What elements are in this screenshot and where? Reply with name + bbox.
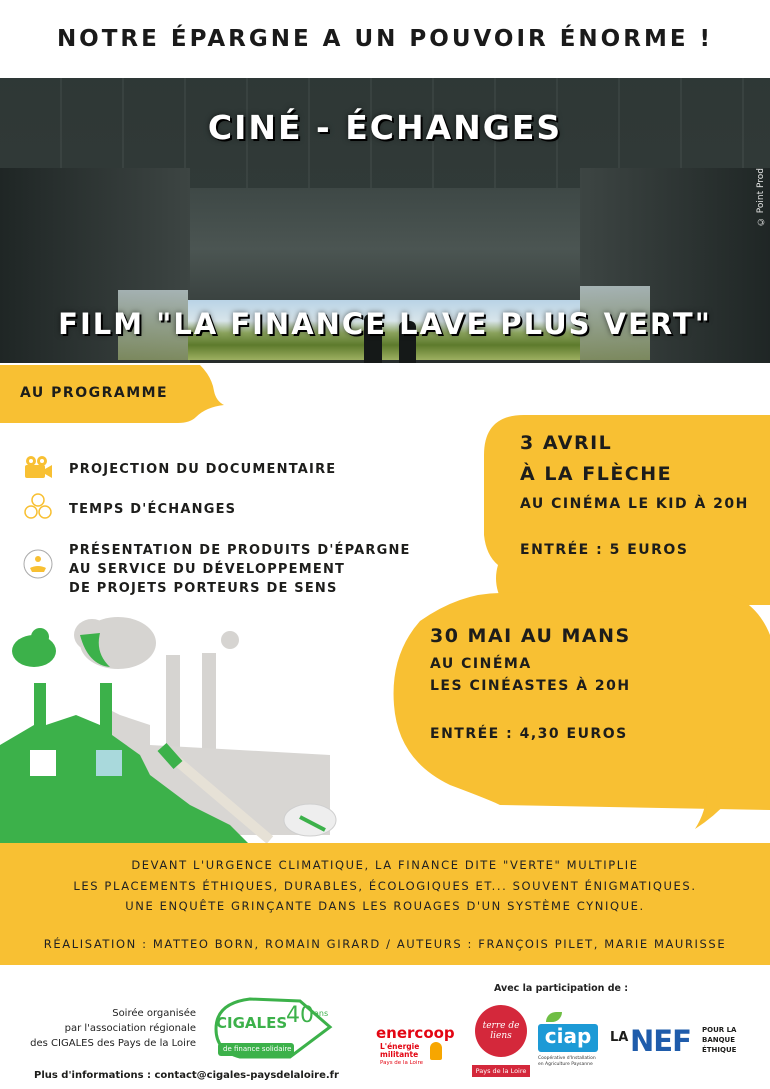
- event1-price: ENTRÉE : 5 EUROS: [520, 542, 689, 558]
- event2-date: 30 MAI AU MANS: [430, 625, 631, 647]
- savings-icon: [22, 548, 54, 580]
- hero-title: CINÉ - ÉCHANGES: [207, 108, 563, 147]
- contact-info: Plus d'informations : contact@cigales-paysdelaloire.fr: [34, 1070, 339, 1081]
- event1-place: À LA FLÈCHE: [520, 463, 673, 485]
- participation-label: Avec la participation de :: [494, 983, 629, 994]
- cigales-logo: CIGALES 40 ans de finance solidaire: [210, 993, 335, 1065]
- factory-illustration: [0, 605, 360, 845]
- credits-line: RÉALISATION : MATTEO BORN, ROMAIN GIRARD / AUTEURS : FRANÇOIS PILET, MARIE MAURISSE: [43, 937, 727, 951]
- program-label: AU PROGRAMME: [20, 385, 169, 401]
- organizer-text: Soirée organisée par l'association régionale des CIGALES des Pays de la Loire: [30, 1008, 196, 1049]
- event2-price: ENTRÉE : 4,30 EUROS: [430, 726, 628, 742]
- description-line: DEVANT L'URGENCE CLIMATIQUE, LA FINANCE DITE "VERTE" MULTIPLIE: [131, 858, 639, 872]
- la-nef-logo: LA NEF POUR LA BANQUE ÉTHIQUE: [610, 1024, 737, 1058]
- ciap-logo: ciap Coopérative d'Installation en Agriculture Paysanne: [538, 1012, 600, 1074]
- camera-icon: [22, 452, 54, 484]
- program-item-text: PROJECTION DU DOCUMENTAIRE: [69, 462, 337, 477]
- terre-de-liens-logo: terre de liens Pays de la Loire: [472, 1005, 530, 1080]
- people-icon: [22, 492, 54, 524]
- description-line: LES PLACEMENTS ÉTHIQUES, DURABLES, ÉCOLOGIQUES ET... SOUVENT ÉNIGMATIQUES.: [73, 879, 697, 893]
- event-bubble-le-mans: [390, 585, 770, 830]
- program-item-text: TEMPS D'ÉCHANGES: [69, 502, 237, 517]
- description-band: [0, 843, 770, 965]
- enercoop-figure-icon: [430, 1042, 442, 1060]
- description-line: UNE ENQUÊTE GRINÇANTE DANS LES ROUAGES D'UN SYSTÈME CYNIQUE.: [125, 899, 645, 913]
- photo-credit: © Point Prod: [756, 168, 766, 227]
- event1-venue: AU CINÉMA LE KID À 20H: [520, 496, 749, 512]
- event2-venue-line1: AU CINÉMA: [430, 656, 532, 672]
- event2-venue-line2: LES CINÉASTES À 20H: [430, 678, 631, 694]
- event1-date: 3 AVRIL: [520, 432, 613, 454]
- film-title: FILM "LA FINANCE LAVE PLUS VERT": [58, 307, 712, 341]
- program-item-text: AU SERVICE DU DÉVELOPPEMENT: [69, 562, 346, 577]
- program-item-text: DE PROJETS PORTEURS DE SENS: [69, 581, 338, 596]
- program-item-text: PRÉSENTATION DE PRODUITS D'ÉPARGNE: [69, 543, 411, 558]
- enercoop-logo: enercoop L'énergie militante Pays de la Loire: [376, 1024, 455, 1066]
- page-title: NOTRE ÉPARGNE A UN POUVOIR ÉNORME !: [56, 26, 714, 52]
